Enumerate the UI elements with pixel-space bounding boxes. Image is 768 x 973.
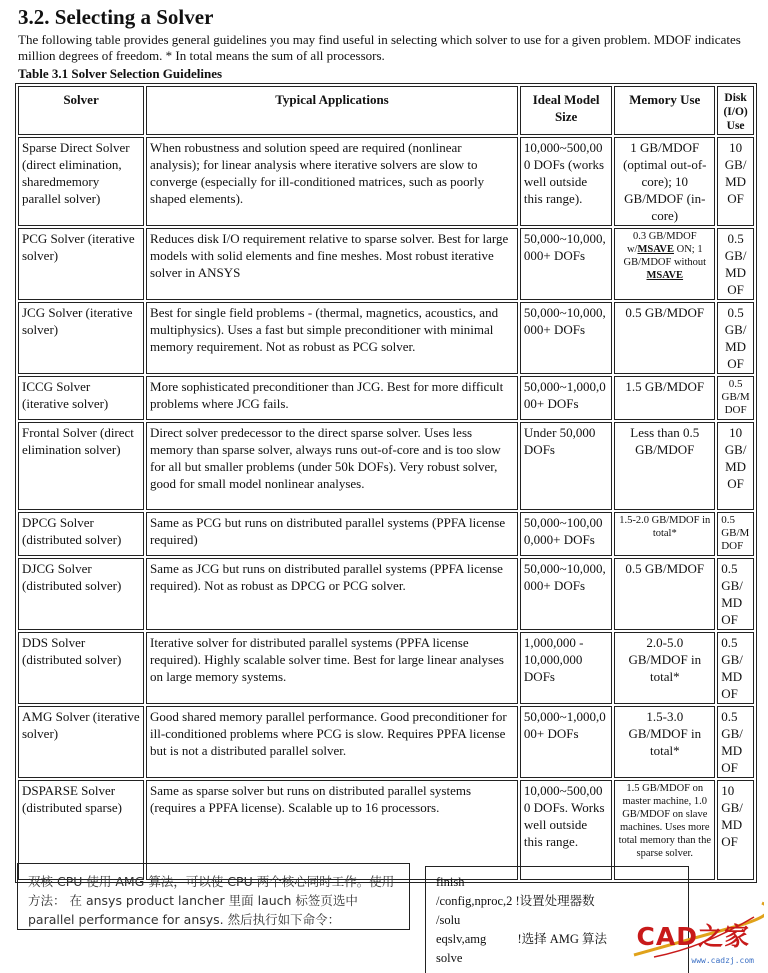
cell-disk: 10 GB/MDOF: [717, 780, 754, 880]
cell-size: 50,000~10,000,000+ DOFs: [520, 228, 612, 300]
cell-memory: Less than 0.5 GB/MDOF: [614, 422, 715, 510]
cell-solver: AMG Solver (iterative solver): [18, 706, 144, 778]
cell-applications: Same as JCG but runs on distributed parallel systems (PPFA license required). Not as robust as DPCG or PCG solver.: [146, 558, 518, 630]
cell-disk: 0.5 GB/MDOF: [717, 632, 754, 704]
cell-applications: More sophisticated preconditioner than JCG. Best for more difficult problems where JCG fails.: [146, 376, 518, 420]
cell-applications: Same as PCG but runs on distributed parallel systems (PPFA license required): [146, 512, 518, 556]
table-row: [18, 422, 754, 510]
header-disk: Disk (I/O) Use: [717, 86, 754, 135]
cell-solver: PCG Solver (iterative solver): [18, 228, 144, 300]
command-line: eqslv,amg !选择 AMG 算法: [436, 932, 608, 946]
msave-keyword: MSAVE: [646, 270, 684, 281]
memory-text: ON; 1 GB/MDOF without: [623, 244, 707, 268]
cell-applications: Same as sparse solver but runs on distributed parallel systems (requires a PPFA license). Scalable up to 16 processors.: [146, 780, 518, 880]
header-applications: Typical Applications: [146, 86, 518, 135]
cell-size: 50,000~10,000,000+ DOFs: [520, 302, 612, 374]
cell-solver: DJCG Solver (distributed solver): [18, 558, 144, 630]
table-header-row: [18, 86, 754, 135]
cell-applications: Reduces disk I/O requirement relative to sparse solver. Best for large models with solid elements and fine meshes. Most robust iterative solver in ANSYS: [146, 228, 518, 300]
cell-solver: DDS Solver (distributed solver): [18, 632, 144, 704]
cell-disk: 0.5 GB/MDOF: [717, 302, 754, 374]
cell-size: 50,000~100,000,000+ DOFs: [520, 512, 612, 556]
cell-applications: Direct solver predecessor to the direct sparse solver. Uses less memory than sparse solver, always runs out-of-core and is too slow for all but smaller problems (under 50k DOFs). Very robust solver, good for small model nonlinear analyses.: [146, 422, 518, 510]
command-line: finish: [436, 875, 465, 889]
cell-solver: DSPARSE Solver (distributed sparse): [18, 780, 144, 880]
cell-applications: When robustness and solution speed are required (nonlinear analysis); for linear analysis where iterative solvers are slow to converge (especially for ill-conditioned matrices, such as poorly shaped elements).: [146, 137, 518, 226]
cell-memory: 1.5-2.0 GB/MDOF in total*: [614, 512, 715, 556]
table-row: [18, 632, 754, 704]
cell-memory: 1 GB/MDOF (optimal out-of-core); 10 GB/MDOF (in-core): [614, 137, 715, 226]
cell-size: 10,000~500,000 DOFs. Works well outside this range.: [520, 780, 612, 880]
header-solver: Solver: [18, 86, 144, 135]
watermark-site: www.cadzj.com: [691, 956, 754, 965]
cell-solver: ICCG Solver (iterative solver): [18, 376, 144, 420]
table-row: [18, 512, 754, 556]
table-row: [18, 137, 754, 226]
cell-applications: Iterative solver for distributed parallel systems (PPFA license required). Highly scalable solver time. Best for large linear analyses on large memory systems.: [146, 632, 518, 704]
cell-disk: 10 GB/MDOF: [717, 137, 754, 226]
table-row: [18, 376, 754, 420]
cell-memory: [614, 228, 715, 300]
table-row: [18, 228, 754, 300]
cell-size: Under 50,000 DOFs: [520, 422, 612, 510]
note-text: 双核 CPU 使用 AMG 算法，可以使 CPU 两个核心同时工作。使用方法： 在 ansys product lancher 里面 lauch 标签页选中 parallel performance for ansys. 然后执行如下命令：: [28, 874, 395, 927]
header-memory: Memory Use: [614, 86, 715, 135]
cell-disk: 10 GB/MDOF: [717, 422, 754, 510]
watermark-brand: CAD之家: [636, 922, 750, 951]
cell-disk: 0.5 GB/MDOF: [717, 376, 754, 420]
command-line: /solu: [436, 913, 461, 927]
cell-disk: 0.5 GB/MDOF: [717, 558, 754, 630]
msave-keyword: MSAVE: [637, 244, 675, 255]
cell-memory: 0.5 GB/MDOF: [614, 302, 715, 374]
cell-disk: 0.5 GB/MDOF: [717, 228, 754, 300]
cell-memory: 0.5 GB/MDOF: [614, 558, 715, 630]
watermark-logo: [614, 897, 764, 967]
cell-size: 50,000~10,000,000+ DOFs: [520, 558, 612, 630]
cell-solver: Frontal Solver (direct elimination solver): [18, 422, 144, 510]
table-row: [18, 706, 754, 778]
cell-size: 10,000~500,000 DOFs (works well outside this range).: [520, 137, 612, 226]
section-title: 3.2. Selecting a Solver: [18, 5, 214, 29]
header-size: Ideal Model Size: [520, 86, 612, 135]
table-caption: Table 3.1 Solver Selection Guidelines: [18, 66, 223, 81]
cell-size: 1,000,000 - 10,000,000 DOFs: [520, 632, 612, 704]
command-line: solve: [436, 951, 463, 965]
cell-disk: 0.5 GB/MDOF: [717, 706, 754, 778]
note-box: [17, 863, 410, 930]
intro-paragraph: The following table provides general guidelines you may find useful in selecting which solver to use for a given problem. MDOF indicates million degrees of freedom. * In total means the sum of all processors.: [18, 32, 741, 63]
solver-selection-table: [15, 83, 757, 883]
table-row: [18, 558, 754, 630]
cell-memory: 2.0-5.0 GB/MDOF in total*: [614, 632, 715, 704]
cell-solver: DPCG Solver (distributed solver): [18, 512, 144, 556]
cell-memory: 1.5 GB/MDOF on master machine, 1.0 GB/MDOF on slave machines. Uses more total memory than the sparse solver.: [614, 780, 715, 880]
cell-memory: 1.5 GB/MDOF: [614, 376, 715, 420]
cell-applications: Good shared memory parallel performance. Good preconditioner for ill-conditioned problems where PCG is slow. Requires PPFA license but is not a distributed parallel solver.: [146, 706, 518, 778]
command-line: /config,nproc,2 !设置处理器数: [436, 894, 595, 908]
cell-solver: JCG Solver (iterative solver): [18, 302, 144, 374]
memory-text: 0.3 GB/MDOF w/: [626, 231, 697, 255]
cell-size: 50,000~1,000,000+ DOFs: [520, 376, 612, 420]
table-row: [18, 302, 754, 374]
cell-size: 50,000~1,000,000+ DOFs: [520, 706, 612, 778]
cell-solver: Sparse Direct Solver (direct elimination, sharedmemory parallel solver): [18, 137, 144, 226]
cell-applications: Best for single field problems - (thermal, magnetics, acoustics, and multiphysics). Uses a fast but simple preconditioner with minimal memory requirement. Not as robust as PCG solver.: [146, 302, 518, 374]
cell-memory: 1.5-3.0 GB/MDOF in total*: [614, 706, 715, 778]
cell-disk: 0.5 GB/MDOF: [717, 512, 754, 556]
